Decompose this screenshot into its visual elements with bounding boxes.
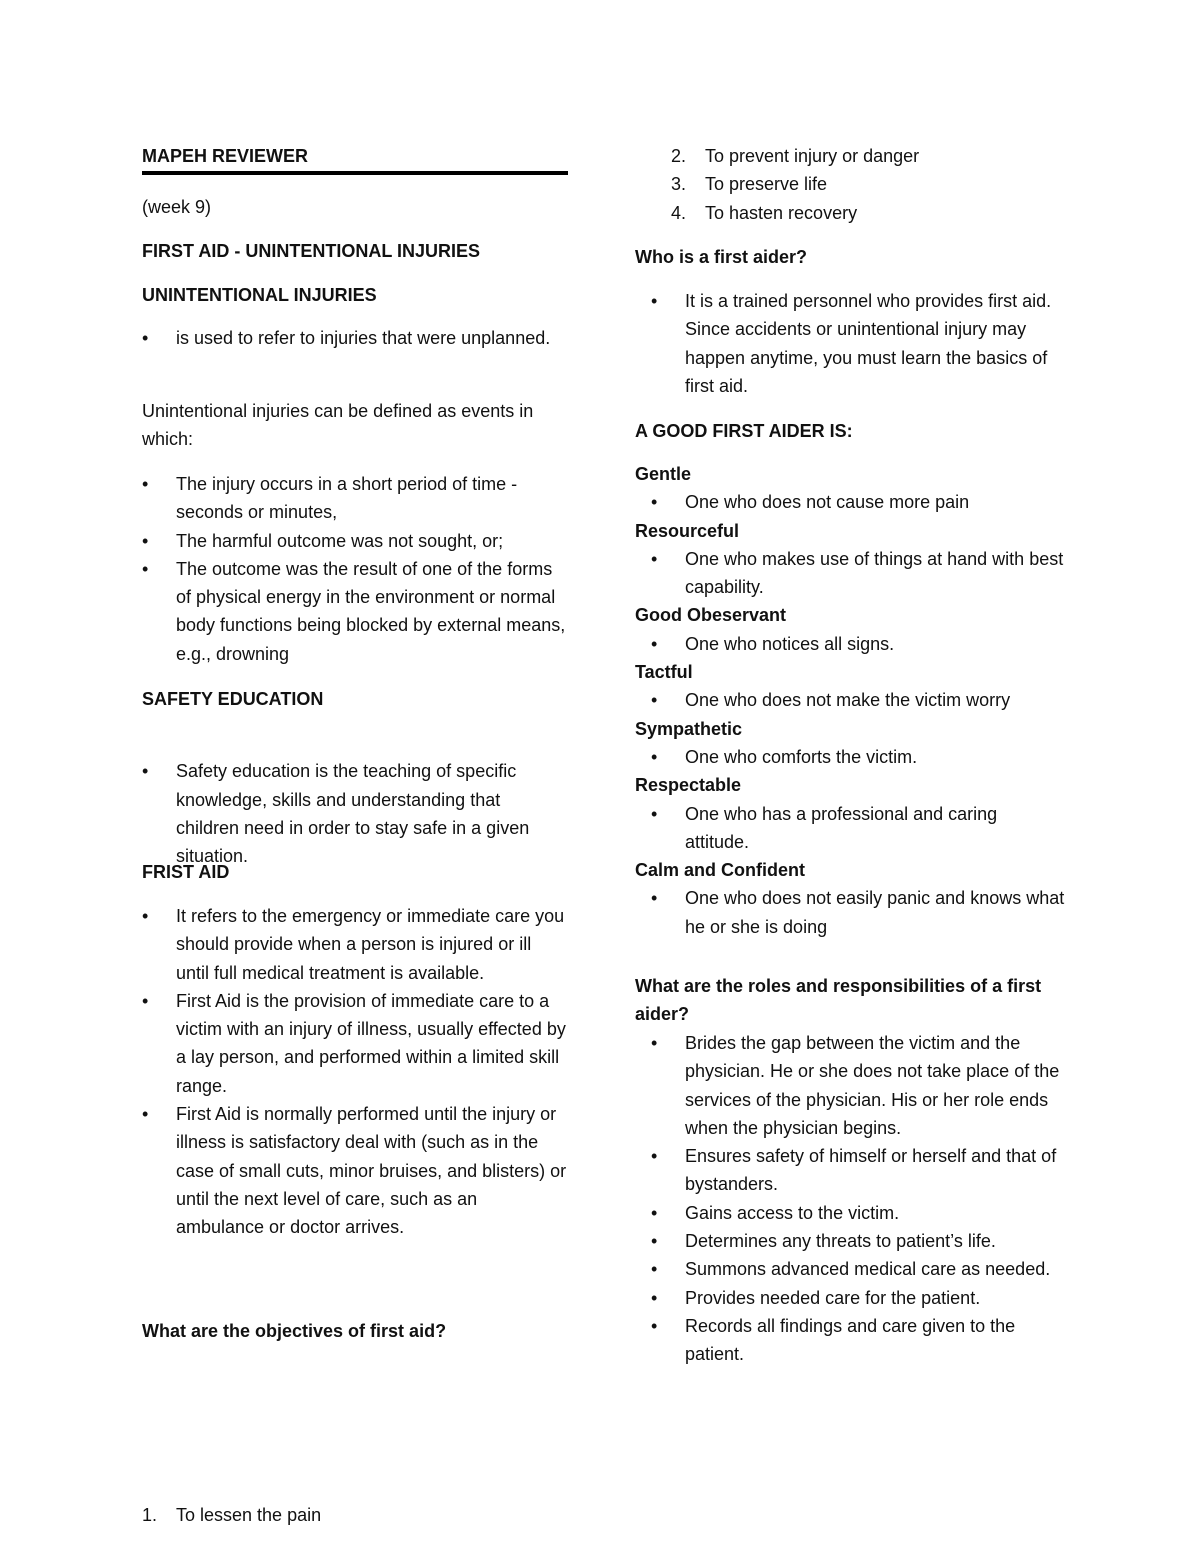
- roles-question: What are the roles and responsibilities of a first aider?: [635, 976, 1042, 1025]
- trait-name: Good Obeservant: [635, 605, 787, 626]
- title-underline: [142, 171, 568, 175]
- safety-education-bullet: • Safety education is the teaching of specific knowledge, skills and understanding that children need in order to stay safe in a given situation.: [142, 757, 568, 870]
- objective-item-2: [635, 142, 1065, 170]
- list-item: • Gains access to the victim.: [635, 1199, 1065, 1227]
- heading-first-aid-unintentional: FIRST AID - UNINTENTIONAL INJURIES: [142, 241, 481, 261]
- unintentional-definition-bullet: • is used to refer to injuries that were unplanned.: [142, 324, 568, 352]
- list-item: • Summons advanced medical care as needed.: [635, 1255, 1065, 1283]
- list-item: • The injury occurs in a short period of time - seconds or minutes,: [142, 470, 568, 527]
- objective-item-4: [635, 199, 1065, 227]
- list-item: • Brides the gap between the victim and the physician. He or she does not take place of the services of the physician. His or her role ends when the physician begins.: [635, 1029, 1065, 1142]
- trait-description: • One who comforts the victim.: [635, 743, 1065, 771]
- defined-bullet-list: [142, 470, 568, 668]
- list-number: 4.: [671, 202, 687, 223]
- list-item: • First Aid is the provision of immediate care to a victim with an injury of illness, usually effected by a lay person, and performed within a limited skill range.: [142, 987, 568, 1100]
- list-item: • Ensures safety of himself or herself and that of bystanders.: [635, 1142, 1065, 1199]
- list-item: • The outcome was the result of one of the forms of physical energy in the environment or normal body functions being blocked by external means, e.g., drowning: [142, 555, 568, 668]
- list-number: 2.: [671, 146, 687, 166]
- list-item: • First Aid is normally performed until the injury or illness is satisfactory deal with (such as in the case of small cuts, minor bruises, and blisters) or until the next level of care, such as an ambulance or doctor arrives.: [142, 1100, 568, 1241]
- list-item: • Records all findings and care given to the patient.: [635, 1312, 1065, 1369]
- objective-item-3: [635, 170, 1065, 198]
- who-is-first-aider-bullet: • It is a trained personnel who provides first aid. Since accidents or unintentional injury may happen anytime, you must learn the basics of first aid.: [635, 287, 1065, 400]
- trait-name: Respectable: [635, 775, 742, 796]
- heading-unintentional-injuries: UNINTENTIONAL INJURIES: [142, 285, 377, 305]
- heading-first-aid: FRIST AID: [142, 862, 230, 882]
- trait-description: • One who notices all signs.: [635, 630, 1065, 658]
- list-item: • It refers to the emergency or immediate care you should provide when a person is injured or ill until full medical treatment is available.: [142, 902, 568, 987]
- trait-description: • One who has a professional and caring attitude.: [635, 800, 1065, 857]
- traits-list: [635, 460, 1065, 941]
- roles-list: [635, 1029, 1065, 1369]
- objectives-question: What are the objectives of first aid?: [142, 1321, 447, 1341]
- list-item: • Provides needed care for the patient.: [635, 1284, 1065, 1312]
- document-title: MAPEH REVIEWER: [142, 146, 309, 166]
- list-text: To hasten recovery: [705, 202, 858, 223]
- heading-safety-education: SAFETY EDUCATION: [142, 689, 324, 709]
- trait-name: Resourceful: [635, 520, 740, 541]
- trait-description: • One who does not make the victim worry: [635, 686, 1065, 714]
- list-number: 3.: [671, 174, 687, 195]
- list-number: 1.: [142, 1505, 158, 1526]
- list-text: To preserve life: [705, 174, 828, 195]
- list-item: • Determines any threats to patient’s life.: [635, 1227, 1065, 1255]
- objective-item-1: [142, 1501, 568, 1529]
- left-column: [142, 0, 568, 1526]
- trait-description: • One who does not cause more pain: [635, 488, 1065, 516]
- trait-name: Calm and Confident: [635, 860, 805, 881]
- trait-description: • One who does not easily panic and knows what he or she is doing: [635, 884, 1065, 941]
- list-text: To lessen the pain: [176, 1505, 322, 1526]
- trait-name: Tactful: [635, 662, 693, 683]
- defined-intro-text: Unintentional injuries can be defined as events in which:: [142, 401, 534, 450]
- good-first-aider-heading: A GOOD FIRST AIDER IS:: [635, 421, 853, 441]
- trait-name: Sympathetic: [635, 718, 743, 739]
- list-item: • The harmful outcome was not sought, or;: [142, 527, 568, 555]
- week-label: (week 9): [142, 197, 212, 217]
- list-text: To prevent injury or danger: [705, 146, 920, 166]
- trait-description: • One who makes use of things at hand with best capability.: [635, 545, 1065, 602]
- trait-name: Gentle: [635, 464, 692, 484]
- right-column: [635, 0, 1065, 1365]
- first-aid-bullet-list: [142, 902, 568, 1242]
- objectives-list-continued: [635, 142, 1065, 227]
- who-is-first-aider-question: Who is a first aider?: [635, 247, 808, 267]
